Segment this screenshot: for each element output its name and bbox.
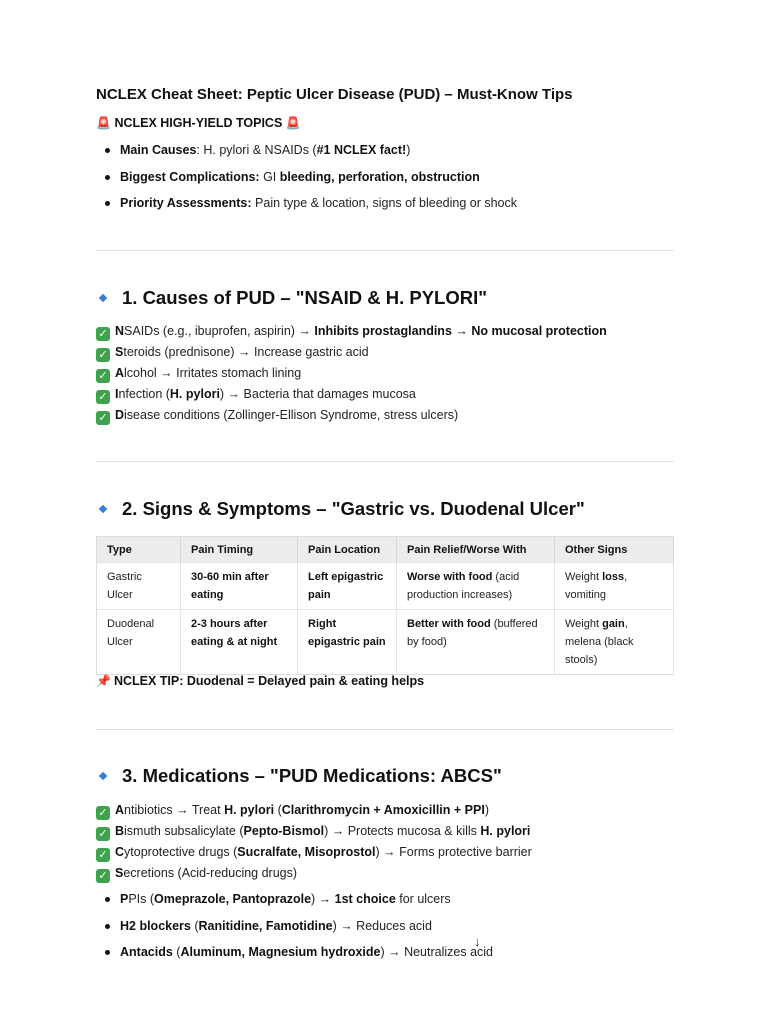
table-cell: Left epigastric pain (298, 563, 397, 610)
check-mark-icon: ✓ (96, 806, 110, 820)
check-mark-icon: ✓ (96, 827, 110, 841)
nclex-tip: 📌 NCLEX TIP: Duodenal = Delayed pain & eating helps (96, 674, 425, 688)
list-item: Main Causes: H. pylori & NSAIDs (#1 NCLEX fact!) (120, 142, 517, 169)
check-mark-icon: ✓ (96, 369, 110, 383)
scroll-down-icon[interactable]: ↓ (474, 934, 481, 949)
check-mark-icon: ✓ (96, 869, 110, 883)
table-cell: Right epigastric pain (298, 610, 397, 675)
list-item: ✓ Infection (H. pylori) → Bacteria that damages mucosa (96, 386, 607, 407)
list-item: ✓ Disease conditions (Zollinger-Ellison Syndrome, stress ulcers) (96, 407, 607, 428)
column-header: Pain Timing (181, 537, 298, 563)
column-header: Pain Relief/Worse With (397, 537, 555, 563)
blue-diamond-icon (99, 505, 107, 513)
table-cell: Gastric Ulcer (97, 563, 181, 610)
table-header-row (97, 537, 674, 563)
list-item: H2 blockers (Ranitidine, Famotidine) → Reduces acid (120, 918, 493, 945)
high-yield-heading (96, 116, 301, 130)
blue-diamond-icon (99, 294, 107, 302)
list-item: PPIs (Omeprazole, Pantoprazole) → 1st choice for ulcers (120, 891, 493, 918)
list-item: Biggest Complications: GI bleeding, perforation, obstruction (120, 169, 517, 196)
table-cell: 2-3 hours after eating & at night (181, 610, 298, 675)
divider (96, 729, 674, 730)
check-mark-icon: ✓ (96, 327, 110, 341)
list-item: ✓ Bismuth subsalicylate (Pepto-Bismol) → Protects mucosa & kills H. pylori (96, 823, 532, 844)
table-cell: Duodenal Ulcer (97, 610, 181, 675)
high-yield-list (96, 142, 517, 222)
causes-list (96, 323, 607, 428)
check-mark-icon: ✓ (96, 390, 110, 404)
list-item: Priority Assessments: Pain type & location, signs of bleeding or shock (120, 195, 517, 222)
list-item: ✓ NSAIDs (e.g., ibuprofen, aspirin) → Inhibits prostaglandins → No mucosal protection (96, 323, 607, 344)
list-item: ✓ Antibiotics → Treat H. pylori (Clarithromycin + Amoxicillin + PPI) (96, 802, 532, 823)
list-item: ✓ Secretions (Acid-reducing drugs) (96, 865, 532, 886)
table-row (97, 610, 674, 675)
section-heading-signs: 2. Signs & Symptoms – "Gastric vs. Duodenal Ulcer" (100, 498, 585, 520)
table-cell: Weight loss, vomiting (555, 563, 674, 610)
table-cell: Weight gain, melena (black stools) (555, 610, 674, 675)
check-mark-icon: ✓ (96, 848, 110, 862)
table-cell: 30-60 min after eating (181, 563, 298, 610)
ulcer-comparison-table (96, 536, 674, 675)
alarm-light-icon: 🚨 (285, 116, 301, 130)
drug-class-list (96, 891, 493, 971)
list-item: Antacids (Aluminum, Magnesium hydroxide) → Neutralizes acid (120, 944, 493, 971)
section-heading-medications: 3. Medications – "PUD Medications: ABCS" (100, 765, 502, 787)
medications-list (96, 802, 532, 886)
check-mark-icon: ✓ (96, 348, 110, 362)
table-cell: Better with food (buffered by food) (397, 610, 555, 675)
column-header: Pain Location (298, 537, 397, 563)
alarm-light-icon: 🚨 (96, 116, 111, 130)
pushpin-icon: 📌 (96, 674, 111, 688)
divider (96, 250, 674, 251)
blue-diamond-icon (99, 772, 107, 780)
table-cell: Worse with food (acid production increases) (397, 563, 555, 610)
column-header: Other Signs (555, 537, 674, 563)
table-row (97, 563, 674, 610)
list-item: ✓ Steroids (prednisone) → Increase gastric acid (96, 344, 607, 365)
check-mark-icon: ✓ (96, 411, 110, 425)
column-header: Type (97, 537, 181, 563)
page-title: NCLEX Cheat Sheet: Peptic Ulcer Disease (PUD) – Must-Know Tips (96, 86, 573, 103)
section-heading-causes: 1. Causes of PUD – "NSAID & H. PYLORI" (100, 287, 487, 309)
divider (96, 461, 674, 462)
list-item: ✓ Alcohol → Irritates stomach lining (96, 365, 607, 386)
list-item: ✓ Cytoprotective drugs (Sucralfate, Misoprostol) → Forms protective barrier (96, 844, 532, 865)
high-yield-heading-text: NCLEX HIGH-YIELD TOPICS (114, 116, 283, 130)
